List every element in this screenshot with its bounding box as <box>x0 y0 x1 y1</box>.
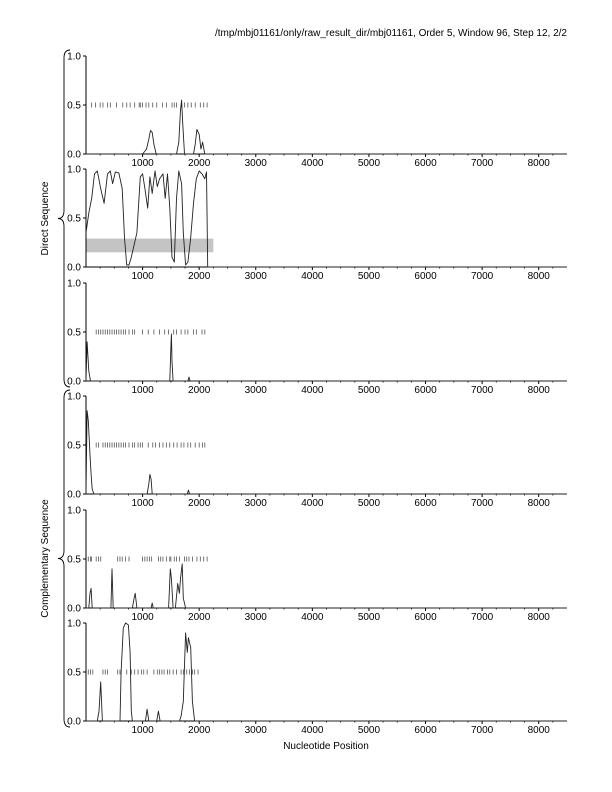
x-tick-label: 7000 <box>470 725 494 736</box>
x-tick-label: 3000 <box>244 385 267 396</box>
y-tick-label: 1.0 <box>67 391 81 403</box>
x-tick-label: 2000 <box>188 385 211 396</box>
x-tick-label: 7000 <box>470 271 494 282</box>
x-tick-label: 4000 <box>301 385 324 396</box>
x-tick-label: 8000 <box>527 385 550 396</box>
y-tick-label: 0.0 <box>67 603 81 615</box>
x-tick-label: 6000 <box>414 385 437 396</box>
series-line-1 <box>86 334 567 381</box>
complementary-sequence-label: Complementary Sequence <box>40 499 51 618</box>
series-line-1 <box>86 171 567 267</box>
y-tick-label: 0.0 <box>67 376 81 388</box>
x-tick-label: 3000 <box>244 498 267 509</box>
y-tick-label: 1.0 <box>67 51 81 63</box>
x-tick-label: 6000 <box>414 158 437 169</box>
x-tick-label: 4000 <box>301 271 324 282</box>
x-tick-label: 1000 <box>131 498 154 509</box>
figure-header: /tmp/mbj01161/only/raw_result_dir/mbj01161, Order 5, Window 96, Step 12, 2/2 <box>214 28 567 39</box>
panel-4 <box>67 392 567 510</box>
x-tick-label: 5000 <box>357 158 381 169</box>
y-tick-label: 1.0 <box>67 505 81 517</box>
x-tick-label: 8000 <box>527 158 550 169</box>
series-line-1 <box>86 411 567 494</box>
x-tick-label: 4000 <box>301 725 324 736</box>
y-tick-label: 0.0 <box>67 716 81 728</box>
x-tick-label: 6000 <box>414 271 437 282</box>
x-tick-label: 7000 <box>470 498 494 509</box>
x-tick-label: 1000 <box>131 725 154 736</box>
x-tick-label: 1000 <box>131 612 154 623</box>
x-tick-label: 2000 <box>188 158 211 169</box>
y-tick-label: 0.5 <box>67 100 81 112</box>
x-tick-label: 5000 <box>357 725 381 736</box>
y-tick-label: 0.0 <box>67 489 81 501</box>
y-tick-label: 0.5 <box>67 213 81 225</box>
x-tick-label: 2000 <box>188 498 211 509</box>
x-tick-label: 1000 <box>131 271 154 282</box>
y-tick-label: 0.5 <box>67 327 81 339</box>
x-tick-label: 8000 <box>527 612 550 623</box>
x-tick-label: 5000 <box>357 612 381 623</box>
y-tick-label: 0.5 <box>67 667 81 679</box>
x-tick-label: 8000 <box>527 271 550 282</box>
x-tick-label: 7000 <box>470 158 494 169</box>
x-tick-label: 4000 <box>301 498 324 509</box>
x-tick-label: 8000 <box>527 498 550 509</box>
y-tick-label: 1.0 <box>67 618 81 630</box>
series-line-1 <box>86 623 567 721</box>
panel-5 <box>67 506 567 624</box>
x-tick-label: 6000 <box>414 498 437 509</box>
x-tick-label: 1000 <box>131 158 154 169</box>
x-tick-label: 3000 <box>244 158 267 169</box>
shaded-region <box>86 239 213 253</box>
x-axis-title: Nucleotide Position <box>283 741 369 752</box>
x-tick-label: 6000 <box>414 725 437 736</box>
x-tick-label: 6000 <box>414 612 437 623</box>
series-line-1 <box>86 100 567 154</box>
y-tick-label: 0.0 <box>67 149 81 161</box>
series-line-1 <box>86 564 567 608</box>
y-tick-label: 0.5 <box>67 554 81 566</box>
y-tick-label: 0.0 <box>67 262 81 274</box>
group-labels <box>40 50 70 727</box>
x-tick-label: 4000 <box>301 158 324 169</box>
x-tick-label: 7000 <box>470 385 494 396</box>
x-tick-label: 1000 <box>131 385 154 396</box>
x-tick-label: 3000 <box>244 725 267 736</box>
x-tick-label: 2000 <box>188 725 211 736</box>
panel-3 <box>67 279 567 397</box>
x-tick-label: 7000 <box>470 612 494 623</box>
x-tick-label: 3000 <box>244 271 267 282</box>
x-tick-label: 5000 <box>357 498 381 509</box>
x-tick-label: 2000 <box>188 612 211 623</box>
x-tick-label: 8000 <box>527 725 550 736</box>
x-tick-label: 4000 <box>301 612 324 623</box>
y-tick-label: 1.0 <box>67 278 81 290</box>
x-tick-label: 3000 <box>244 612 267 623</box>
x-tick-label: 5000 <box>357 271 381 282</box>
x-tick-label: 2000 <box>188 271 211 282</box>
panel-1 <box>67 52 567 170</box>
panel-2 <box>67 165 567 283</box>
panel-6 <box>67 619 567 737</box>
direct-sequence-label: Direct Sequence <box>40 181 51 256</box>
panels-group <box>67 52 567 737</box>
y-tick-label: 0.5 <box>67 440 81 452</box>
y-tick-label: 1.0 <box>67 164 81 176</box>
x-tick-label: 5000 <box>357 385 381 396</box>
